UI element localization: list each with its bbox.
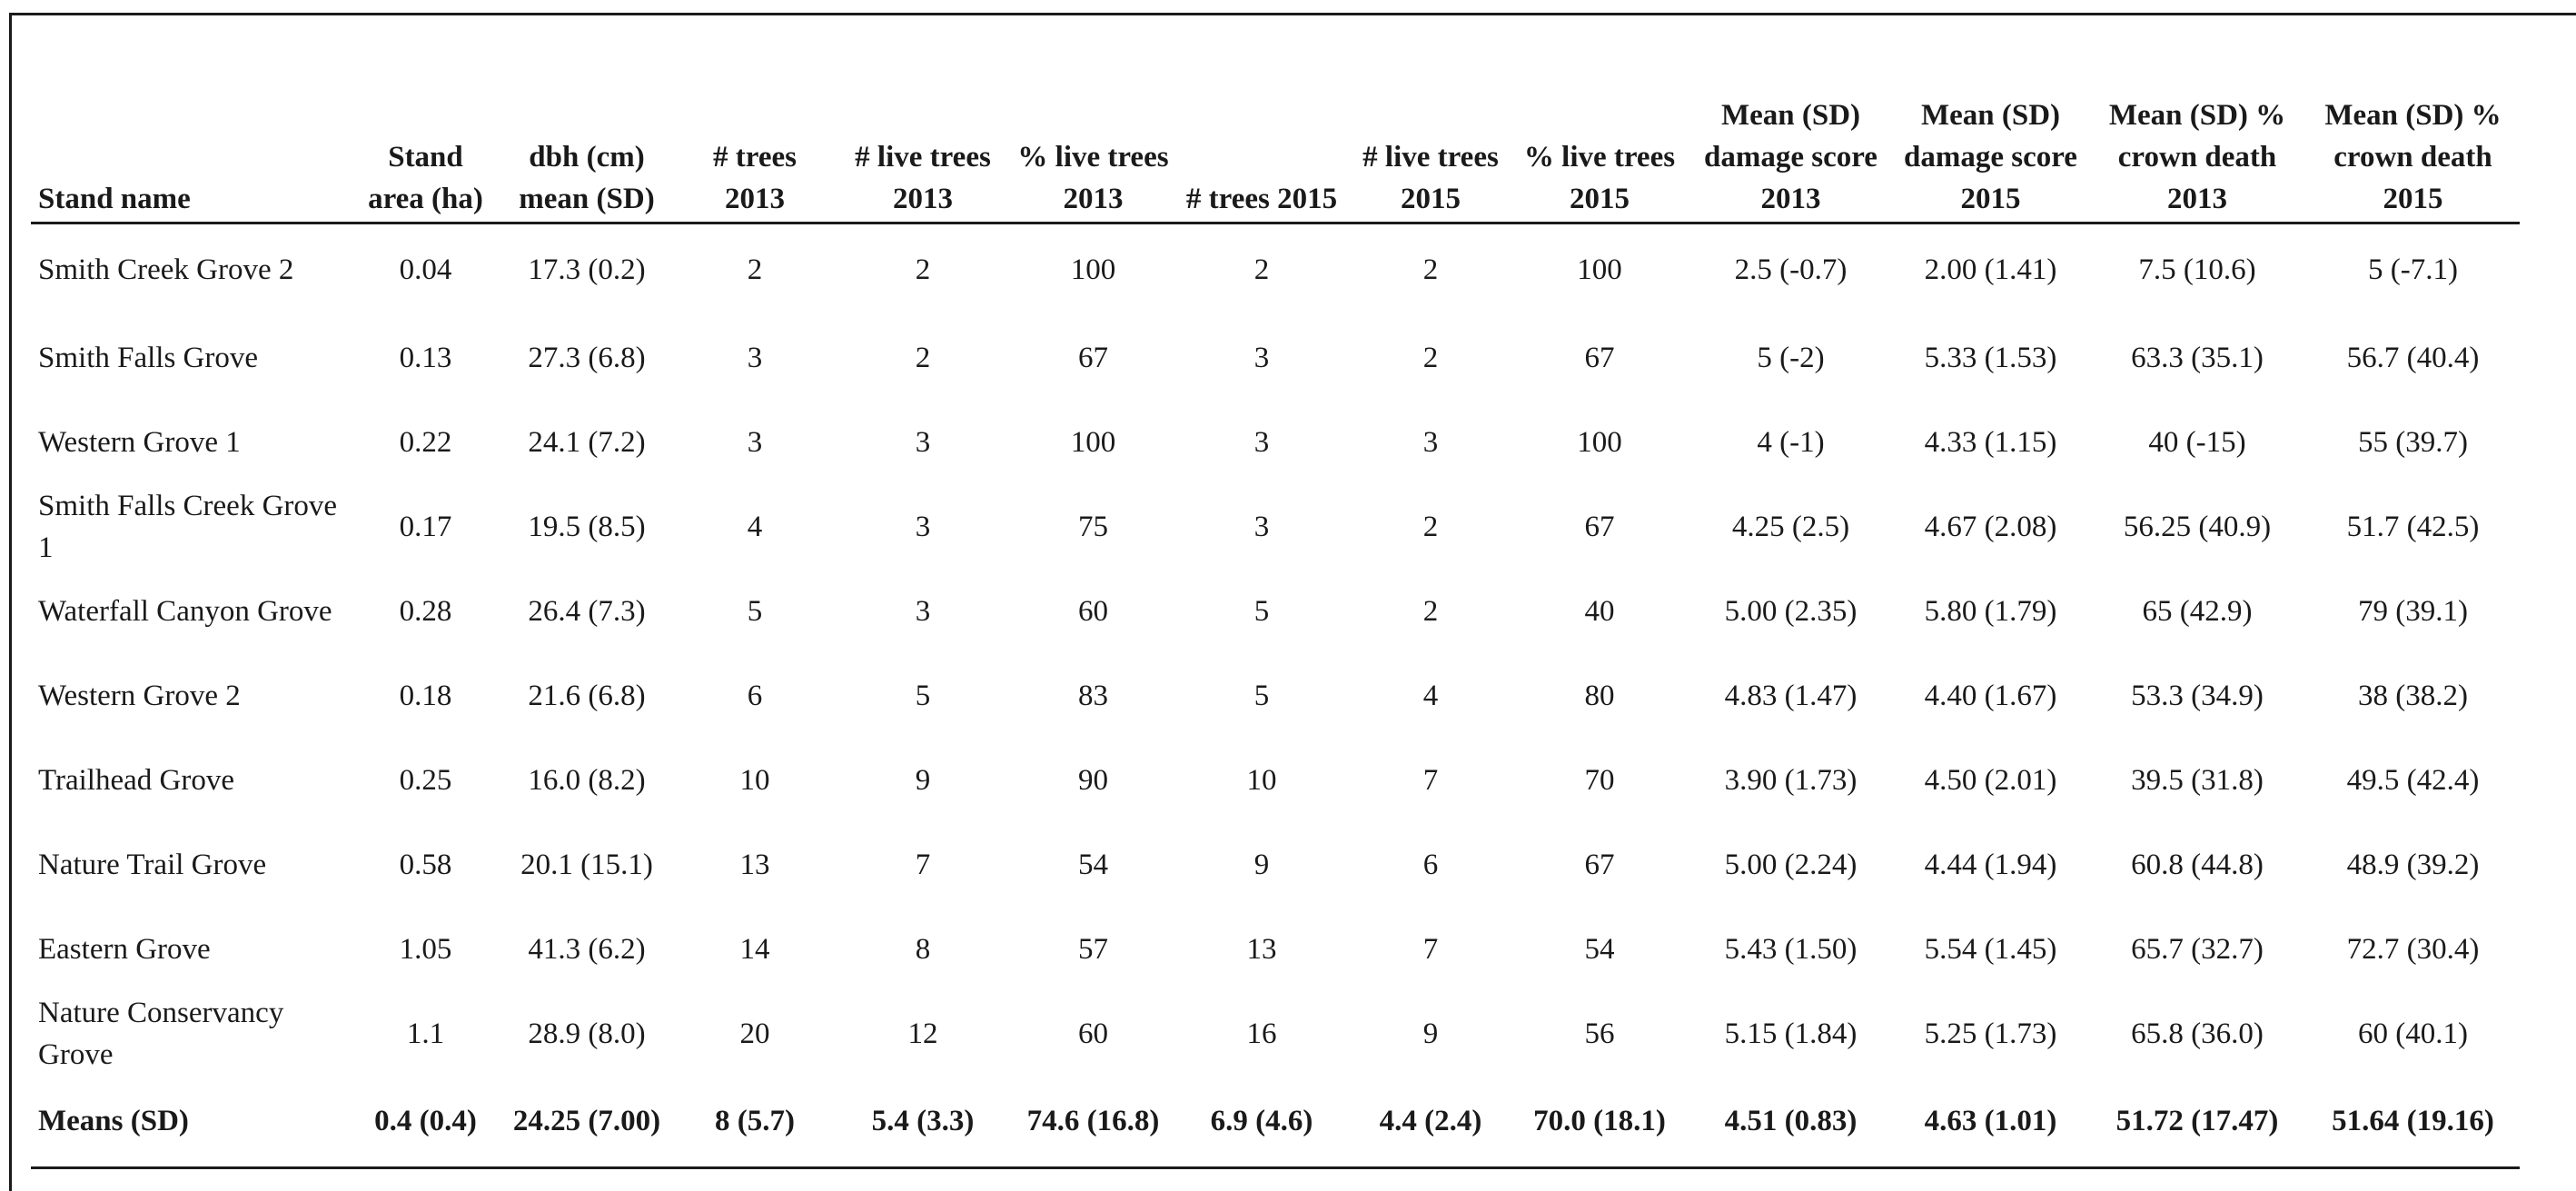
table-cell: 57	[1078, 932, 1108, 966]
means-cell: 4.63 (1.01)	[1893, 1076, 2088, 1168]
stand-name-cell: Smith Falls Creek Grove 1	[38, 489, 338, 564]
col-header-stand-name: Stand name	[31, 91, 355, 223]
table-cell: 2.00 (1.41)	[1924, 253, 2057, 286]
col-header-pct-live-2015: % live trees 2015	[1511, 91, 1689, 223]
col-header-damage-2013: Mean (SD) damage score 2013	[1689, 91, 1893, 223]
table-cell: 3	[1422, 425, 1439, 459]
means-cell: 51.72 (17.47)	[2088, 1076, 2306, 1168]
table-cell: 17.3 (0.2)	[528, 253, 646, 286]
table-cell: 8	[915, 932, 931, 966]
col-header-dbh: dbh (cm) mean (SD)	[496, 91, 678, 223]
table-cell: 5.80 (1.79)	[1924, 594, 2057, 628]
table-cell: 90	[1078, 763, 1108, 797]
table-cell: 55 (39.7)	[2358, 425, 2468, 459]
col-header-trees-2013: # trees 2013	[678, 91, 832, 223]
table-cell: 67	[1584, 510, 1615, 543]
table-row	[31, 400, 2520, 484]
table-cell: 21.6 (6.8)	[528, 679, 646, 712]
table-cell: 4.33 (1.15)	[1924, 425, 2057, 459]
col-header-pct-live-2013: % live trees 2013	[1014, 91, 1173, 223]
table-cell: 13	[1246, 932, 1277, 966]
means-cell: 8 (5.7)	[678, 1076, 832, 1168]
table-cell: 4.50 (2.01)	[1924, 763, 2057, 797]
means-cell: 51.64 (19.16)	[2306, 1076, 2520, 1168]
table-cell: 10	[1246, 763, 1277, 797]
table-row	[31, 569, 2520, 653]
header-row	[31, 91, 2520, 223]
table-cell: 3	[1253, 510, 1270, 543]
table-cell: 2	[1422, 594, 1439, 628]
stand-name-cell: Smith Falls Grove	[38, 341, 259, 374]
means-cell: 0.4 (0.4)	[355, 1076, 496, 1168]
table-row	[31, 315, 2520, 400]
col-header-damage-2015: Mean (SD) damage score 2015	[1893, 91, 2088, 223]
table-cell: 4.40 (1.67)	[1924, 679, 2057, 712]
means-cell: 4.4 (2.4)	[1351, 1076, 1511, 1168]
col-header-live-trees-2013: # live trees 2013	[832, 91, 1014, 223]
table-cell: 0.58	[399, 848, 452, 881]
table-cell: 3	[747, 341, 763, 374]
table-cell: 5	[747, 594, 763, 628]
table-cell: 2	[1253, 253, 1270, 286]
table-cell: 56.25 (40.9)	[2123, 510, 2272, 543]
table-cell: 40 (-15)	[2148, 425, 2246, 459]
table-cell: 3	[915, 510, 931, 543]
table-cell: 40	[1584, 594, 1615, 628]
table-cell: 13	[739, 848, 770, 881]
table-cell: 16.0 (8.2)	[528, 763, 646, 797]
table-cell: 6	[1422, 848, 1439, 881]
table-cell: 5	[1253, 679, 1270, 712]
table-cell: 53.3 (34.9)	[2131, 679, 2264, 712]
table-cell: 2	[1422, 510, 1439, 543]
table-cell: 60.8 (44.8)	[2131, 848, 2264, 881]
col-header-live-trees-2015: # live trees 2015	[1351, 91, 1511, 223]
table-row	[31, 822, 2520, 907]
col-header-crown-death-2015: Mean (SD) % crown death 2015	[2306, 91, 2520, 223]
table-cell: 0.04	[399, 253, 452, 286]
table-cell: 5.54 (1.45)	[1924, 932, 2057, 966]
table-cell: 9	[1253, 848, 1270, 881]
stand-data-table	[31, 91, 2520, 1169]
table-cell: 4.83 (1.47)	[1724, 679, 1858, 712]
frame-left-rule	[9, 13, 12, 1191]
table-cell: 4.67 (2.08)	[1924, 510, 2057, 543]
table-row	[31, 907, 2520, 991]
table-cell: 7	[1422, 932, 1439, 966]
table-row	[31, 991, 2520, 1076]
table-cell: 1.1	[406, 1017, 445, 1050]
stand-name-cell: Nature Conservancy Grove	[38, 996, 284, 1071]
table-cell: 83	[1078, 679, 1108, 712]
table-cell: 16	[1246, 1017, 1277, 1050]
stand-name-cell: Western Grove 2	[38, 679, 241, 712]
table-cell: 54	[1078, 848, 1108, 881]
table-cell: 38 (38.2)	[2358, 679, 2468, 712]
table-cell: 70	[1584, 763, 1615, 797]
table-cell: 48.9 (39.2)	[2346, 848, 2480, 881]
table-cell: 4.44 (1.94)	[1924, 848, 2057, 881]
table-cell: 3	[1253, 425, 1270, 459]
table-cell: 5	[1253, 594, 1270, 628]
table-cell: 63.3 (35.1)	[2131, 341, 2264, 374]
means-cell: 4.51 (0.83)	[1689, 1076, 1893, 1168]
table-cell: 1.05	[399, 932, 452, 966]
table-cell: 79 (39.1)	[2358, 594, 2468, 628]
table-cell: 56.7 (40.4)	[2346, 341, 2480, 374]
table-cell: 0.28	[399, 594, 452, 628]
table-cell: 3	[1253, 341, 1270, 374]
table-cell: 2	[1422, 341, 1439, 374]
table-cell: 2	[915, 253, 931, 286]
table-cell: 56	[1584, 1017, 1615, 1050]
table-cell: 60 (40.1)	[2358, 1017, 2468, 1050]
table-cell: 65.8 (36.0)	[2131, 1017, 2264, 1050]
means-cell: 6.9 (4.6)	[1173, 1076, 1351, 1168]
table-cell: 27.3 (6.8)	[528, 341, 646, 374]
table-cell: 5.15 (1.84)	[1724, 1017, 1858, 1050]
table-cell: 5.00 (2.24)	[1724, 848, 1858, 881]
table-cell: 5	[915, 679, 931, 712]
table-cell: 100	[1070, 253, 1116, 286]
table-cell: 3	[915, 425, 931, 459]
table-cell: 41.3 (6.2)	[528, 932, 646, 966]
col-header-trees-2015: # trees 2015	[1173, 91, 1351, 223]
table-cell: 80	[1584, 679, 1615, 712]
table-cell: 26.4 (7.3)	[528, 594, 646, 628]
means-row	[31, 1076, 2520, 1168]
table-cell: 100	[1577, 425, 1622, 459]
table-cell: 3.90 (1.73)	[1724, 763, 1858, 797]
table-cell: 4.25 (2.5)	[1731, 510, 1850, 543]
table-cell: 14	[739, 932, 770, 966]
stand-name-cell: Eastern Grove	[38, 932, 211, 966]
frame-top-rule	[9, 13, 2576, 15]
stand-name-cell: Waterfall Canyon Grove	[38, 594, 332, 628]
table-cell: 19.5 (8.5)	[528, 510, 646, 543]
table-cell: 20	[739, 1017, 770, 1050]
table-cell: 4	[747, 510, 763, 543]
table-cell: 6	[747, 679, 763, 712]
table-cell: 51.7 (42.5)	[2346, 510, 2480, 543]
table-cell: 72.7 (30.4)	[2346, 932, 2480, 966]
table-cell: 12	[907, 1017, 938, 1050]
table-cell: 7	[1422, 763, 1439, 797]
table-cell: 9	[1422, 1017, 1439, 1050]
table-cell: 5 (-7.1)	[2368, 253, 2458, 286]
table-cell: 0.17	[399, 510, 452, 543]
table-cell: 7	[915, 848, 931, 881]
table-cell: 3	[915, 594, 931, 628]
table-cell: 4	[1422, 679, 1439, 712]
table-cell: 60	[1078, 594, 1108, 628]
table-row	[31, 738, 2520, 822]
stand-name-cell: Western Grove 1	[38, 425, 241, 459]
table-cell: 60	[1078, 1017, 1108, 1050]
table-cell: 0.13	[399, 341, 452, 374]
table-cell: 75	[1078, 510, 1108, 543]
table-cell: 0.18	[399, 679, 452, 712]
table-cell: 2.5 (-0.7)	[1734, 253, 1848, 286]
means-label-cell: Means (SD)	[31, 1076, 355, 1168]
table-cell: 5.25 (1.73)	[1924, 1017, 2057, 1050]
table-cell: 100	[1070, 425, 1116, 459]
col-header-stand-area: Stand area (ha)	[355, 91, 496, 223]
table-cell: 39.5 (31.8)	[2131, 763, 2264, 797]
stand-name-cell: Trailhead Grove	[38, 763, 234, 797]
col-header-crown-death-2013: Mean (SD) % crown death 2013	[2088, 91, 2306, 223]
table-cell: 2	[747, 253, 763, 286]
table-cell: 3	[747, 425, 763, 459]
table-cell: 2	[1422, 253, 1439, 286]
table-cell: 5.00 (2.35)	[1724, 594, 1858, 628]
table-cell: 49.5 (42.4)	[2346, 763, 2480, 797]
table-cell: 10	[739, 763, 770, 797]
table-cell: 5.43 (1.50)	[1724, 932, 1858, 966]
table-cell: 9	[915, 763, 931, 797]
means-cell: 74.6 (16.8)	[1014, 1076, 1173, 1168]
table-row	[31, 223, 2520, 316]
table-cell: 24.1 (7.2)	[528, 425, 646, 459]
table-cell: 5 (-2)	[1757, 341, 1825, 374]
table-cell: 67	[1584, 341, 1615, 374]
table-cell: 65 (42.9)	[2142, 594, 2253, 628]
table-row	[31, 653, 2520, 738]
table-cell: 67	[1078, 341, 1108, 374]
stand-name-cell: Nature Trail Grove	[38, 848, 267, 881]
table-cell: 0.22	[399, 425, 452, 459]
table-cell: 0.25	[399, 763, 452, 797]
table-cell: 7.5 (10.6)	[2138, 253, 2256, 286]
table-cell: 54	[1584, 932, 1615, 966]
table-cell: 67	[1584, 848, 1615, 881]
table-row	[31, 484, 2520, 569]
table-cell: 20.1 (15.1)	[520, 848, 653, 881]
stand-name-cell: Smith Creek Grove 2	[38, 253, 294, 286]
table-cell: 100	[1577, 253, 1622, 286]
table-cell: 65.7 (32.7)	[2131, 932, 2264, 966]
table-cell: 4 (-1)	[1757, 425, 1825, 459]
means-cell: 5.4 (3.3)	[832, 1076, 1014, 1168]
means-cell: 24.25 (7.00)	[496, 1076, 678, 1168]
means-cell: 70.0 (18.1)	[1511, 1076, 1689, 1168]
table-cell: 5.33 (1.53)	[1924, 341, 2057, 374]
table-cell: 28.9 (8.0)	[528, 1017, 646, 1050]
table-cell: 2	[915, 341, 931, 374]
